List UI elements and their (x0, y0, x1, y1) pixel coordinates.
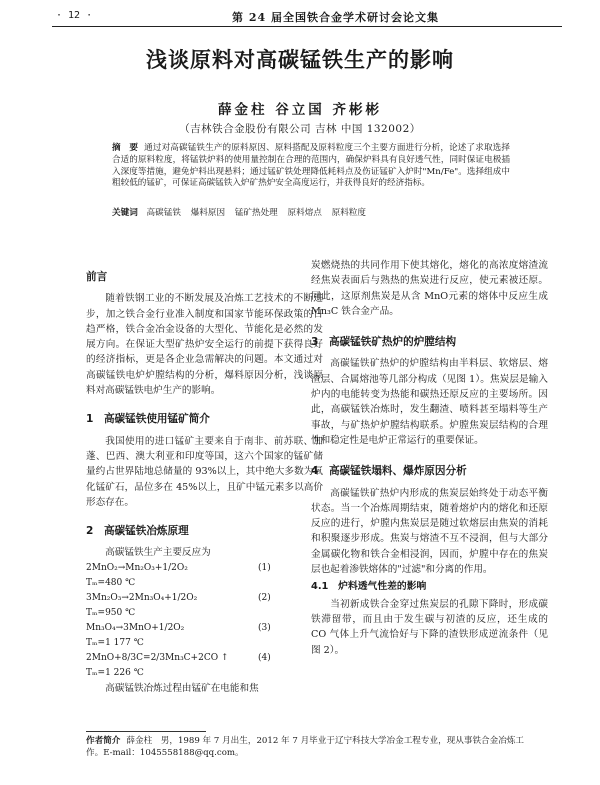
section-heading-3: 3 高碳锰铁矿热炉的炉膛结构 (311, 336, 457, 349)
reaction-equation: 2MnO+8/3C=2/3Mn₃C+2CO ↑ (4) (86, 652, 271, 663)
keywords-label: 关键词 (112, 208, 138, 218)
section-heading-1: 1 高碳锰铁使用锰矿简介 (86, 413, 210, 426)
keyword: 爆料原因 (190, 208, 226, 218)
paragraph-continued: 炭燃烧热的共同作用下使其熔化，熔化的高浓度熔渣流经焦炭表面后与熟热的焦炭进行反应，使元素被还原。同此，这原剂焦炭是从含 MnO元素的熔体中反应生成 Mn₃C 铁合金产品。 (311, 260, 548, 317)
reaction-equation: 2MnO₂→Mn₂O₃+1/2O₂ (1) (86, 562, 271, 573)
reaction-equation: Mn₃O₄→3MnO+1/2O₂ (3) (86, 622, 271, 633)
paragraph-section-2-tail: 高碳锰铁冶炼过程由锰矿在电能和焦 (105, 682, 259, 694)
footnote-divider (86, 731, 206, 732)
subsection-heading-4-1: 4.1 炉料透气性差的影响 (311, 581, 427, 593)
footnote-text: 薛金柱 男，1989 年 7 月出生，2012 年 7 月毕业于辽宁科技大学冶金工程专业，现从事铁合金冶炼工作。E-mail：1045558188@qq.com。 (86, 736, 525, 758)
paragraph-section-3: 高碳锰铁矿热炉的炉膛结构由半料层、软熔层、熔渣层、合属熔池等几部分构成（见图 1）。焦炭层是输入炉内的电能转变为热能和碳热还原反应的主要场所。因此，高碳锰铁冶炼时，发生翻渣、喷料甚至塌料等生产事故，与矿热炉炉膛结构联系。炉膛焦炭层结构的合理性和稳定性是电炉正常运行的重要保证。 (311, 358, 548, 446)
right-column (311, 258, 548, 658)
paragraph-section-2-intro: 高碳锰铁生产主要反应为 (105, 547, 211, 559)
abstract-text: 通过对高碳锰铁生产的原料原因、原料搭配及原料粒度三个主要方面进行分析，论述了求取选择合适的原料粒度，将锰铁炉料的使用量控制在合理的范围内，确保炉料具有良好透气性，同时保证电极插入深度等措施，避免炉料出现悬料；通过锰矿铁处理降低耗料点及伤证锰矿入炉时"Mn/Fe"。选择组成中粗较低的锰矿，可保证高碳锰铁入炉矿热炉安全高度运行，并获得良好的经济指标。 (112, 143, 510, 189)
paragraph-section-4-1: 当初新成铁合金穿过焦炭层的孔隙下降时，形成碳铁滞留带，而且由于发生碳与初渣的反应，还生成的 CO 气体上升气流恰好与下降的渣铁形成逆流条件（见图 2）。 (311, 598, 548, 656)
keyword: 高碳锰铁 (146, 208, 181, 218)
reaction-temperature: Tₘ=1 226 ℃ (86, 667, 144, 678)
journal-title: 第 24 届全国铁合金学术研讨会论文集 (232, 11, 439, 24)
paper-title: 浅谈原料对高碳锰铁生产的影响 (146, 48, 454, 72)
left-column (86, 262, 323, 696)
keyword: 原料粒度 (331, 208, 367, 218)
keyword: 原料熔点 (287, 208, 322, 218)
section-heading-2: 2 高碳锰铁冶炼原理 (86, 525, 189, 538)
running-header (52, 8, 562, 27)
reaction-temperature: Tₘ=950 ℃ (86, 607, 136, 618)
paragraph-section-1: 我国使用的进口锰矿主要来自于南非、前苏联、加蓬、巴西、澳大利亚和印度等国，这六个国家的锰矿储量约占世界陆地总储量的 93%以上，其中绝大多数为氧化锰矿石，品位多在 45%以上，且矿中锰元素多以高价形态存在。 (86, 435, 323, 508)
footnote-label: 作者简介 (86, 736, 121, 746)
reaction-temperature: Tₘ=480 ℃ (86, 577, 136, 588)
abstract (112, 143, 510, 190)
section-heading-preface: 前言 (86, 271, 108, 283)
reaction-equation: 3Mn₂O₃→2Mn₃O₄+1/2O₂ (2) (86, 592, 271, 603)
section-heading-4: 4 高碳锰铁塌料、爆炸原因分析 (311, 465, 467, 478)
authors: 薛金柱 谷立国 齐彬彬 (218, 102, 382, 118)
paragraph-preface: 随着铁钢工业的不断发展及冶炼工艺技术的不断进步，加之铁合金行业准入制度和国家节能环保政策的日趋严格，铁合金冶金设备的大型化、节能化是必然的发展方向。在保证大型矿热炉安全运行的前提下获得良好的经济指标，更是各企业急需解决的问题。本文通过对高碳锰铁电炉炉膛结构的分析，爆料原因分析，浅谈原料对高碳锰铁电炉生产的影响。 (86, 293, 323, 397)
keyword: 锰矿热处理 (234, 208, 278, 218)
page-number: · 12 · (56, 10, 93, 21)
author-bio-footnote (86, 735, 526, 759)
affiliation: （吉林铁合金股份有限公司 吉林 中国 132002） (179, 123, 421, 135)
keywords (112, 208, 510, 219)
reaction-temperature: Tₘ=1 177 ℃ (86, 637, 144, 648)
paragraph-section-4: 高碳锰铁矿热炉内形成的焦炭层始终处于动态平衡状态。当一个冶炼周期结束，随着熔炉内的熔化和还原反应的进行，炉膛内焦炭层是随过软熔层由焦炭的消耗和积聚逐步形成。焦炭与熔渣不互不浸润，但与大部分金属碳化物和铁合金相浸润，因而，炉膛中存在的焦炭层也起着渗铁熔体的"过滤"和分离的作用。 (311, 487, 548, 576)
abstract-label: 摘 要 (112, 143, 139, 153)
